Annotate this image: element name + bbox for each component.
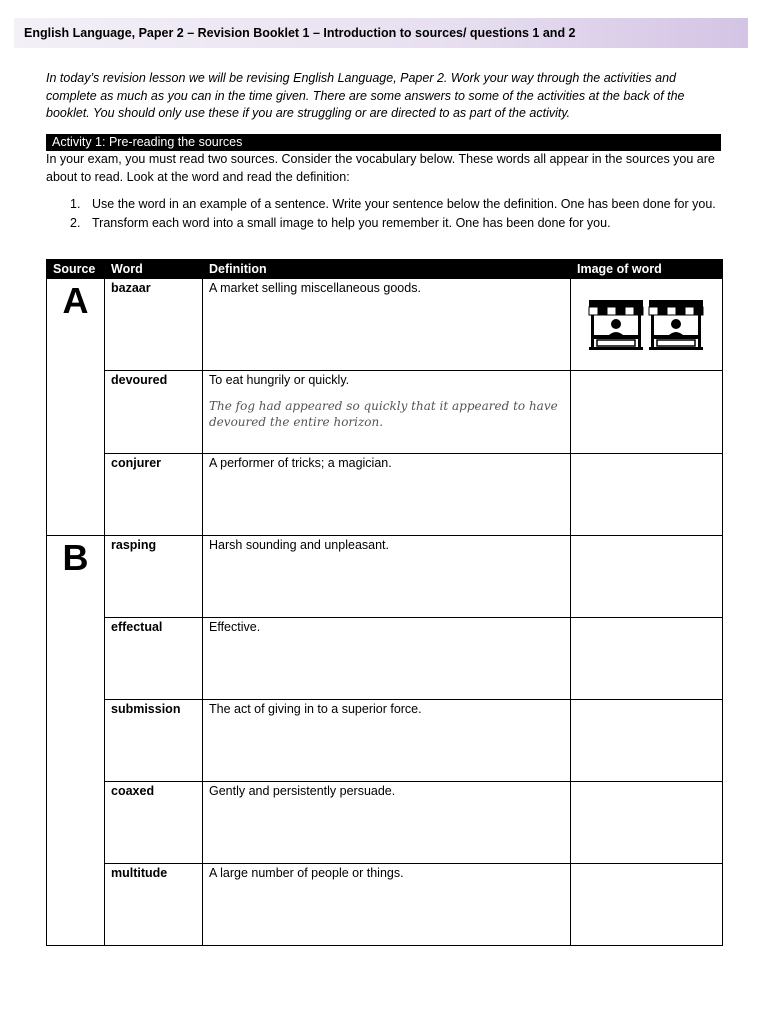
word-cell: devoured	[105, 371, 203, 454]
image-cell[interactable]	[571, 618, 723, 700]
instruction-item	[46, 196, 726, 214]
image-cell[interactable]	[571, 536, 723, 618]
header-definition: Definition	[203, 260, 571, 279]
image-cell[interactable]	[571, 454, 723, 536]
word-cell: multitude	[105, 864, 203, 946]
definition-text: To eat hungrily or quickly.	[209, 373, 350, 387]
word-cell: effectual	[105, 618, 203, 700]
definition-cell	[203, 454, 571, 536]
instruction-text: Use the word in an example of a sentence. Write your sentence below the definition. One has been done for you.	[92, 197, 716, 211]
definition-cell	[203, 371, 571, 454]
table-row	[47, 618, 723, 700]
table-row	[47, 454, 723, 536]
example-sentence: The fog had appeared so quickly that it appeared to have devoured the entire horizon.	[209, 399, 558, 429]
header-word: Word	[105, 260, 203, 279]
word-cell: submission	[105, 700, 203, 782]
definition-text: A performer of tricks; a magician.	[209, 456, 392, 470]
definition-text: A market selling miscellaneous goods.	[209, 281, 421, 295]
instruction-item	[46, 215, 726, 233]
intro-paragraph: In today’s revision lesson we will be revising English Language, Paper 2. Work your way through the activities and complete as much as you can in the time given. There are some answers to some of the activities at the back of the booklet. You should only use these if you are struggling or are directed to as part of the activity.	[46, 71, 685, 120]
document-header	[14, 18, 748, 48]
activity-lead: In your exam, you must read two sources. Consider the vocabulary below. These words all appear in the sources you are about to read. Look at the word and read the definition:	[46, 152, 715, 184]
definition-cell	[203, 782, 571, 864]
definition-cell	[203, 864, 571, 946]
word-cell: rasping	[105, 536, 203, 618]
image-cell[interactable]	[571, 864, 723, 946]
instruction-number: 2.	[70, 215, 81, 230]
source-letter: A	[62, 280, 89, 321]
definition-cell	[203, 536, 571, 618]
word-cell: conjurer	[105, 454, 203, 536]
document-title: English Language, Paper 2 – Revision Booklet 1 – Introduction to sources/ questions 1 and 2	[24, 26, 576, 40]
source-cell-a	[47, 279, 105, 536]
market-stall-icon	[577, 281, 716, 355]
table-row	[47, 864, 723, 946]
instructions-list	[46, 196, 726, 233]
definition-text: Effective.	[209, 620, 261, 634]
activity-heading: Activity 1: Pre-reading the sources	[46, 134, 721, 151]
header-source: Source	[47, 260, 105, 279]
table-row	[47, 536, 723, 618]
word-cell: bazaar	[105, 279, 203, 371]
definition-text: Harsh sounding and unpleasant.	[209, 538, 389, 552]
instruction-number: 1.	[70, 197, 81, 211]
source-cell-b	[47, 536, 105, 946]
definition-text: The act of giving in to a superior force.	[209, 702, 422, 716]
definition-cell	[203, 618, 571, 700]
image-cell[interactable]	[571, 279, 723, 371]
instruction-text: Transform each word into a small image to help you remember it. One has been done for you.	[92, 215, 611, 230]
table-row	[47, 371, 723, 454]
header-image: Image of word	[571, 260, 723, 279]
image-cell[interactable]	[571, 700, 723, 782]
definition-text: A large number of people or things.	[209, 866, 404, 880]
definition-cell	[203, 279, 571, 371]
table-row	[47, 279, 723, 371]
image-cell[interactable]	[571, 371, 723, 454]
vocabulary-table	[46, 259, 723, 946]
definition-text: Gently and persistently persuade.	[209, 784, 396, 798]
source-letter: B	[62, 537, 89, 578]
image-cell[interactable]	[571, 782, 723, 864]
word-cell: coaxed	[105, 782, 203, 864]
table-row	[47, 782, 723, 864]
table-header-row	[47, 260, 723, 279]
table-row	[47, 700, 723, 782]
definition-cell	[203, 700, 571, 782]
